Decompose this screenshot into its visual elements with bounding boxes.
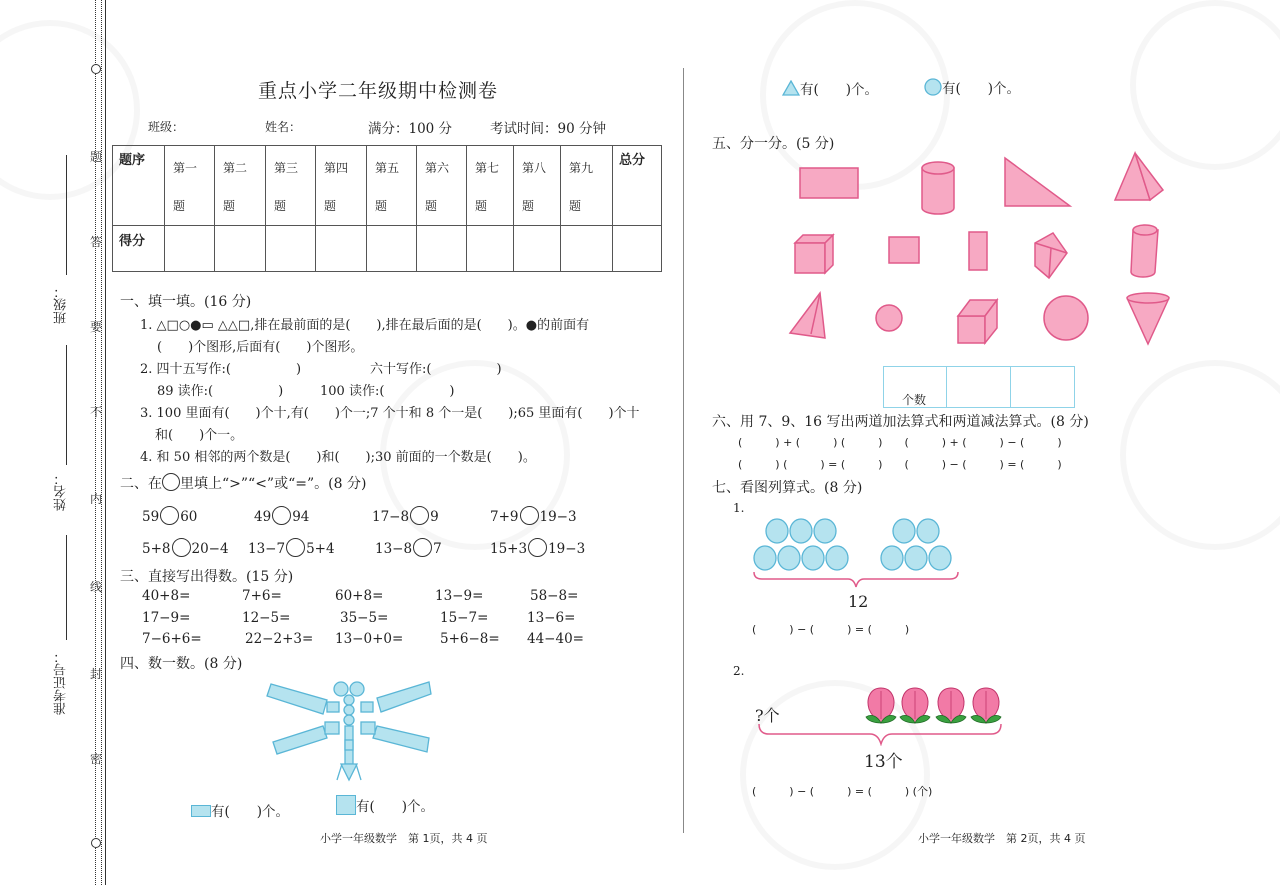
s7-q2-number: 2. (733, 664, 745, 678)
binding-hole (91, 838, 101, 848)
score-col: 第三 题 (266, 146, 316, 226)
shapes-figure (785, 148, 1175, 353)
calc-item: 35−5= (340, 610, 389, 626)
side-id-label: 准考证号： (54, 650, 69, 715)
s6-line-2: ( ) ( ) = ( ) ( ) − ( ) = ( ) (738, 458, 1062, 471)
s2-title-post: 里填上“>”“<”或“=”。(8 分) (180, 476, 367, 492)
binding-char: 内 (90, 492, 103, 506)
compare-item: 15+3 19−3 (490, 538, 585, 557)
score-table (112, 145, 662, 272)
s1-q2-a: 2. 四十五写作:( ) (140, 362, 302, 377)
score-total-header: 总分 (613, 146, 662, 226)
s7-q2-total: 13个 (864, 752, 903, 772)
triangle-icon (782, 80, 800, 96)
score-col: 第四 题 (316, 146, 367, 226)
calc-item: 17−9= (142, 610, 191, 626)
circle-icon (162, 473, 180, 491)
calc-item: 40+8= (142, 588, 191, 604)
compare-item: 49 94 (254, 506, 309, 525)
score-cell[interactable] (514, 226, 561, 272)
calc-item: 13−6= (527, 610, 576, 626)
circle-shape-icon (924, 78, 942, 96)
calc-item: 15−7= (440, 610, 489, 626)
s7-q1-number: 1. (733, 501, 745, 515)
calc-item: 58−8= (530, 588, 579, 604)
binding-hole (91, 64, 101, 74)
side-id-line (66, 535, 67, 640)
binding-char: 题 (90, 150, 103, 164)
footer-left: 小学一年级数学 第 1页，共 4 页 (320, 832, 488, 845)
footer-right: 小学一年级数学 第 2页，共 4 页 (918, 832, 1086, 845)
square-icon (336, 795, 356, 815)
score-col: 第六 题 (417, 146, 467, 226)
page-divider (683, 68, 684, 833)
name-label: 姓名： (265, 120, 302, 134)
rectangle-icon (191, 805, 211, 817)
score-col: 第一 题 (165, 146, 215, 226)
dragonfly-figure (265, 676, 435, 786)
s6-line-1: ( ) + ( ) ( ) ( ) + ( ) − ( ) (738, 436, 1062, 449)
s1-q1-line1: 1. △□○●▭ △△□,排在最前面的是( ),排在最后面的是( )。●的前面有 (140, 318, 590, 333)
calc-item: 22−2+3= (245, 631, 314, 647)
calc-item: 7−6+6= (142, 631, 202, 647)
section-4-title: 四、数一数。(8 分) (120, 656, 243, 672)
binding-char: 答 (90, 235, 103, 249)
triangle-count-item (782, 78, 878, 98)
s2-title-pre: 二、在 (120, 476, 162, 492)
side-class-line (66, 155, 67, 275)
watermark-ring (1120, 360, 1280, 550)
triangle-count-text: 有( )个。 (800, 82, 879, 98)
section-2-title (120, 473, 366, 493)
score-row-header: 得分 (113, 226, 165, 272)
s1-q2-c: 89 读作:( ) (157, 384, 284, 399)
score-cell[interactable] (165, 226, 215, 272)
score-cell[interactable] (467, 226, 514, 272)
compare-item: 59 60 (142, 506, 197, 525)
circle-count-text: 有( )个。 (942, 81, 1021, 97)
compare-circle[interactable] (160, 506, 179, 525)
brace-13 (755, 722, 1005, 746)
score-cell[interactable] (215, 226, 266, 272)
rect-count-item (191, 800, 289, 820)
compare-item: 7+9 19−3 (490, 506, 577, 525)
section-6-title: 六、用 7、9、16 写出两道加法算式和两道减法算式。(8 分) (712, 414, 1089, 430)
compare-circle[interactable] (520, 506, 539, 525)
binding-char: 线 (90, 580, 103, 594)
score-col: 第二 题 (215, 146, 266, 226)
score-cell[interactable] (266, 226, 316, 272)
exam-time: 考试时间：90 分钟 (490, 121, 606, 137)
compare-item: 13−7 5+4 (248, 538, 335, 557)
score-col: 第七 题 (467, 146, 514, 226)
side-name-label: 姓名： (54, 472, 69, 511)
s1-q3-line2: 和( )个一。 (155, 428, 244, 443)
s1-q1-line2: ( )个图形,后面有( )个图形。 (157, 340, 364, 355)
s1-q3-line1: 3. 100 里面有( )个十,有( )个一;7 个十和 8 个一是( );65 里面有( )个十 (140, 406, 640, 421)
s7-q1-total: 12 (848, 592, 869, 611)
circle-count-item (924, 77, 1020, 97)
s1-q2-b: 六十写作:( ) (370, 362, 502, 377)
exam-title: 重点小学二年级期中检测卷 (258, 80, 499, 102)
side-name-line (66, 345, 67, 465)
compare-circle[interactable] (410, 506, 429, 525)
section-3-title: 三、直接写出得数。(15 分) (120, 569, 294, 585)
square-count-item (336, 795, 434, 815)
s1-q4: 4. 和 50 相邻的两个数是( )和( );30 前面的一个数是( )。 (140, 450, 536, 465)
score-cell[interactable] (417, 226, 467, 272)
compare-item: 5+8 20−4 (142, 538, 229, 557)
score-cell[interactable] (613, 226, 662, 272)
class-label: 班级： (148, 120, 185, 134)
table-divider (946, 367, 947, 407)
table-divider (1010, 367, 1011, 407)
score-col: 第五 题 (367, 146, 417, 226)
s1-q2-d: 100 读作:( ) (320, 384, 455, 399)
calc-item: 13−0+0= (335, 631, 404, 647)
compare-circle[interactable] (172, 538, 191, 557)
calc-item: 13−9= (435, 588, 484, 604)
calc-item: 44−40= (527, 631, 584, 647)
score-cell[interactable] (316, 226, 367, 272)
binding-char: 要 (90, 320, 103, 334)
compare-circle[interactable] (286, 538, 305, 557)
full-score: 满分：100 分 (368, 121, 453, 137)
score-table-header: 题序 (113, 146, 165, 226)
compare-circle[interactable] (413, 538, 432, 557)
watermark-ring (1130, 0, 1280, 170)
score-col: 第八 题 (514, 146, 561, 226)
rect-count-text: 有( )个。 (211, 804, 290, 820)
binding-char: 密 (90, 752, 103, 766)
s7-q2-unknown: ?个 (755, 706, 780, 725)
s7-q1-equation: ( ) − ( ) = ( ) (752, 623, 910, 636)
score-cell[interactable] (367, 226, 417, 272)
binding-char: 封 (90, 667, 103, 681)
compare-circle[interactable] (528, 538, 547, 557)
binding-solid-line (105, 0, 106, 885)
binding-char: 不 (90, 405, 103, 419)
compare-item: 13−8 7 (375, 538, 442, 557)
balls-figure (750, 517, 965, 597)
count-label: 个数 (902, 393, 927, 407)
section-7-title: 七、看图列算式。(8 分) (712, 480, 863, 496)
calc-item: 5+6−8= (440, 631, 500, 647)
classification-table (883, 366, 1075, 408)
compare-circle[interactable] (272, 506, 291, 525)
square-count-text: 有( )个。 (356, 799, 435, 815)
calc-item: 12−5= (242, 610, 291, 626)
calc-item: 7+6= (242, 588, 282, 604)
calc-item: 60+8= (335, 588, 384, 604)
section-5-title: 五、分一分。(5 分) (712, 136, 835, 152)
section-1-title: 一、填一填。(16 分) (120, 294, 252, 310)
compare-item: 17−8 9 (372, 506, 439, 525)
score-col: 第九 题 (561, 146, 613, 226)
s7-q2-equation: ( ) − ( ) = ( ) (个) (752, 785, 933, 798)
side-class-label: 班级： (54, 285, 69, 324)
score-cell[interactable] (561, 226, 613, 272)
